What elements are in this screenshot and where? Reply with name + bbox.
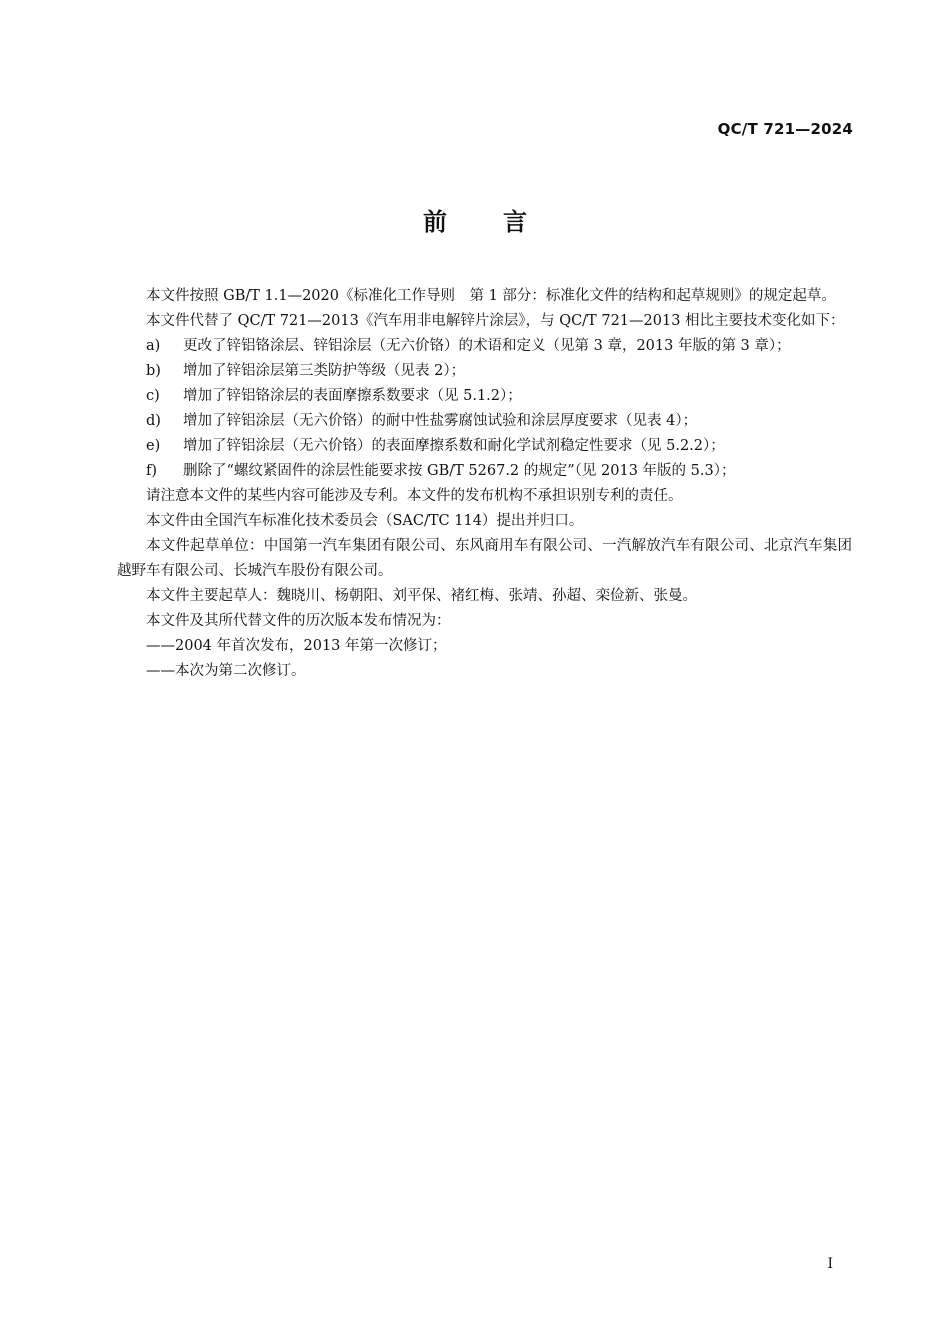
list-item-label: e) [146,438,161,454]
list-item-label: f) [146,463,158,479]
list-item-text: 更改了锌铝铬涂层、锌铝涂层（无六价铬）的术语和定义（见第 3 章，2013 年版的第 3 章）； [183,338,791,354]
page-number: I [827,1256,833,1272]
list-item-label: a) [146,338,161,354]
page-title: 前言 [423,208,583,236]
paragraph-proposer: 本文件由全国汽车标准化技术委员会（SAC/TC 114）提出并归口。 [146,513,584,529]
list-item-text: 删除了“螺纹紧固件的涂层性能要求按 GB/T 5267.2 的规定”（见 2013 年版的 5.3）； [183,463,736,479]
history-item: ——本次为第二次修订。 [146,663,306,679]
list-item-label: d) [146,413,161,429]
list-item-label: b) [146,363,161,379]
document-body [117,284,852,684]
paragraph-drafters: 本文件主要起草人：魏晓川、杨朝阳、刘平保、褚红梅、张靖、孙超、栾俭新、张曼。 [146,588,697,604]
list-item [117,334,852,359]
list-item [117,434,852,459]
history-item: ——2004 年首次发布，2013 年第一次修订； [146,638,447,654]
paragraph-replacement: 本文件代替了 QC/T 721—2013《汽车用非电解锌片涂层》，与 QC/T 721—2013 相比主要技术变化如下： [146,313,845,329]
paragraph-history-intro: 本文件及其所代替文件的历次版本发布情况为： [146,613,451,629]
list-item-text: 增加了锌铝涂层（无六价铬）的耐中性盐雾腐蚀试验和涂层厚度要求（见表 4）； [183,413,698,429]
paragraph-patent-notice: 请注意本文件的某些内容可能涉及专利。本文件的发布机构不承担识别专利的责任。 [146,488,683,504]
list-item-text: 增加了锌铝涂层（无六价铬）的表面摩擦系数和耐化学试剂稳定性要求（见 5.2.2）； [183,438,725,454]
list-item [117,384,852,409]
list-item [117,359,852,384]
standard-code: QC/T 721—2024 [717,120,853,138]
list-item-text: 增加了锌铝涂层第三类防护等级（见表 2）； [183,363,466,379]
list-item [117,409,852,434]
list-item-text: 增加了锌铝铬涂层的表面摩擦系数要求（见 5.1.2）； [183,388,522,404]
paragraph-drafting-units: 本文件起草单位：中国第一汽车集团有限公司、东风商用车有限公司、一汽解放汽车有限公司、北京汽车集团越野车有限公司、长城汽车股份有限公司。 [117,538,852,579]
list-item [117,459,852,484]
paragraph-drafting-rules: 本文件按照 GB/T 1.1—2020《标准化工作导则 第 1 部分：标准化文件的结构和起草规则》的规定起草。 [146,288,836,304]
list-item-label: c) [146,388,160,404]
